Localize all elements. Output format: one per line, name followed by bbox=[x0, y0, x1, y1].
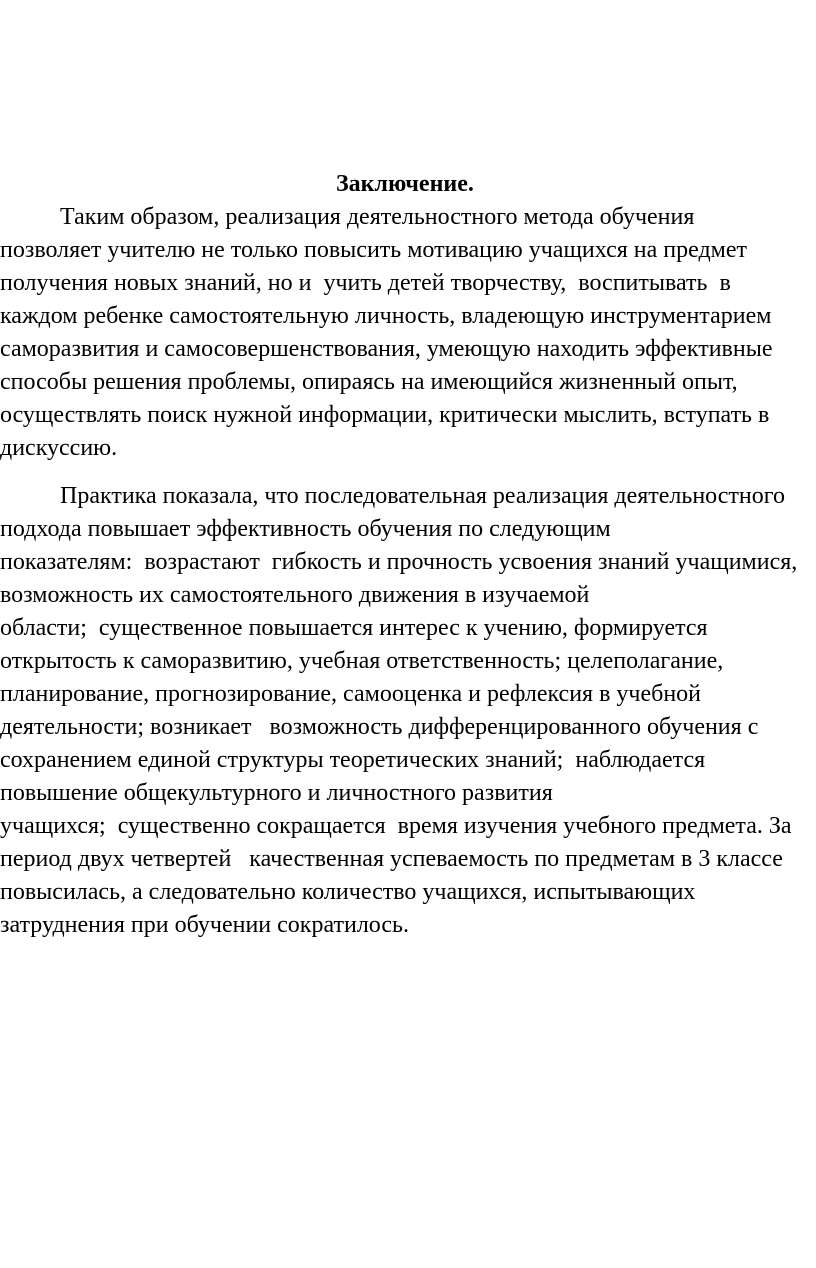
paragraph-1-line: дискуссию. bbox=[0, 435, 118, 461]
paragraph-1-line: позволяет учителю не только повысить мотивацию учащихся на предмет bbox=[0, 237, 747, 263]
document-body bbox=[0, 168, 816, 942]
paragraph-2-line: возможность их самостоятельного движения в изучаемой bbox=[0, 582, 590, 608]
paragraph-2-line: области; существенное повышается интерес к учению, формируется bbox=[0, 615, 708, 641]
paragraph-2-line: учащихся; существенно сокращается время изучения учебного предмета. За bbox=[0, 813, 792, 839]
paragraph-2-line: период двух четвертей качественная успеваемость по предметам в 3 классе bbox=[0, 846, 783, 872]
paragraph-2 bbox=[0, 480, 816, 942]
paragraph-2-line: повышение общекультурного и личностного развития bbox=[0, 780, 553, 806]
paragraph-1-line: получения новых знаний, но и учить детей творчеству, воспитывать в bbox=[0, 270, 731, 296]
paragraph-2-line: сохранением единой структуры теоретических знаний; наблюдается bbox=[0, 747, 706, 773]
paragraph-2-line: Практика показала, что последовательная реализация деятельностного bbox=[0, 483, 786, 509]
paragraph-2-line: открытость к саморазвитию, учебная ответственность; целеполагание, bbox=[0, 648, 724, 674]
paragraph-2-line: затруднения при обучении сократилось. bbox=[0, 912, 409, 938]
document-title: Заключение. bbox=[336, 171, 474, 197]
paragraph-1-line: осуществлять поиск нужной информации, критически мыслить, вступать в bbox=[0, 402, 770, 428]
paragraph-2-line: деятельности; возникает возможность дифференцированного обучения с bbox=[0, 714, 759, 740]
paragraph-2-line: подхода повышает эффективность обучения по следующим bbox=[0, 516, 611, 542]
paragraph-2-line: повысилась, а следовательно количество учащихся, испытывающих bbox=[0, 879, 696, 905]
paragraph-1-line: каждом ребенке самостоятельную личность, владеющую инструментарием bbox=[0, 303, 772, 329]
paragraph-1-line: способы решения проблемы, опираясь на имеющийся жизненный опыт, bbox=[0, 369, 738, 395]
paragraph-1-line: Таким образом, реализация деятельностного метода обучения bbox=[0, 204, 695, 230]
paragraph-2-line: показателям: возрастают гибкость и прочность усвоения знаний учащимися, bbox=[0, 549, 798, 575]
paragraph-1 bbox=[0, 201, 816, 465]
paragraph-1-line: саморазвития и самосовершенствования, умеющую находить эффективные bbox=[0, 336, 773, 362]
paragraph-2-line: планирование, прогнозирование, самооценка и рефлексия в учебной bbox=[0, 681, 702, 707]
